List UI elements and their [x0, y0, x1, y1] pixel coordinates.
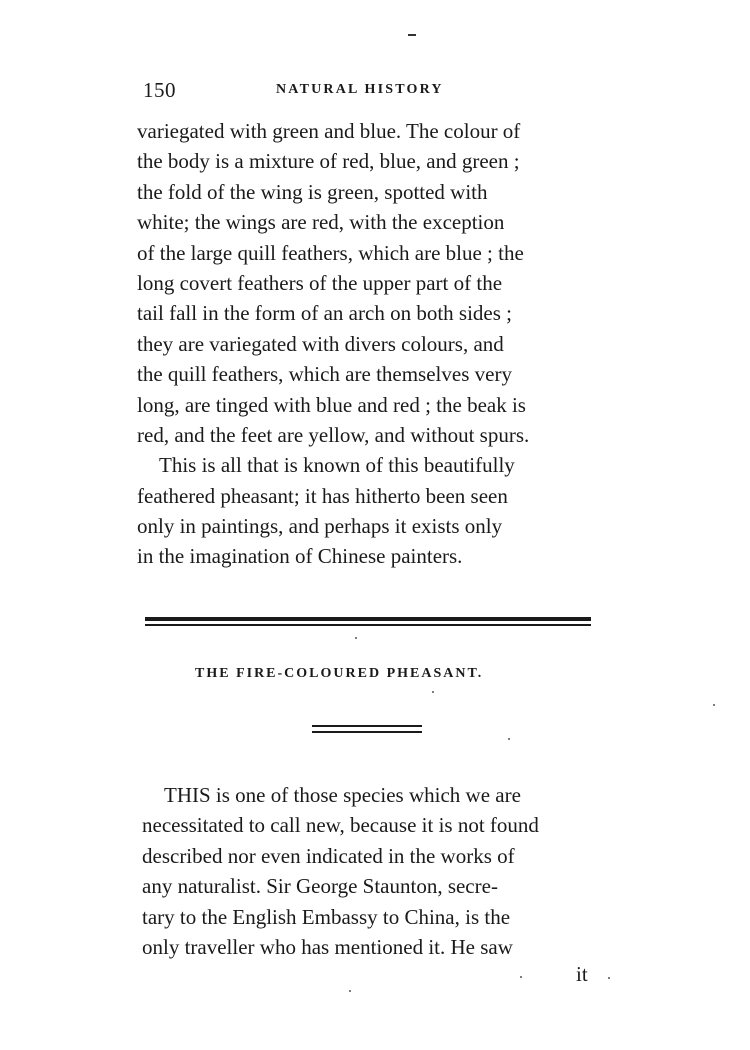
text-line: long covert feathers of the upper part of the [137, 270, 503, 295]
section-heading: THE FIRE-COLOURED PHEASANT. [195, 666, 484, 681]
section-divider-rule [145, 617, 591, 629]
ink-speck [349, 990, 351, 992]
paragraph-conclusion [137, 450, 599, 572]
text-line: described nor even indicated in the works of [142, 843, 515, 868]
text-line: only traveller who has mentioned it. He saw [142, 934, 513, 959]
text-line: This is all that is known of this beautifully [159, 453, 515, 478]
ink-speck [355, 637, 357, 639]
section-paragraph [142, 780, 594, 962]
paragraph-continued [137, 116, 599, 450]
text-line: tail fall in the form of an arch on both sides ; [137, 301, 512, 326]
text-line: tary to the English Embassy to China, is the [142, 904, 511, 929]
text-line: white; the wings are red, with the exception [137, 210, 505, 235]
ink-speck [713, 704, 715, 706]
text-line: necessitated to call new, because it is not found [142, 813, 539, 838]
divider-thin-bar [145, 624, 591, 626]
ink-speck [432, 691, 434, 693]
text-line: long, are tinged with blue and red ; the beak is [137, 392, 526, 417]
page-number: 150 [143, 78, 176, 102]
text-line: they are variegated with divers colours, and [137, 331, 504, 356]
header-mark [408, 34, 416, 36]
ink-speck [608, 977, 610, 979]
text-line: variegated with green and blue. The colour of [137, 119, 521, 143]
ink-speck [520, 976, 522, 978]
heading-underline-rule [312, 725, 422, 735]
text-line: the quill feathers, which are themselves very [137, 362, 512, 387]
text-line: THIS is one of those species which we are [164, 783, 521, 807]
ink-speck [508, 738, 510, 740]
text-line: of the large quill feathers, which are blue ; the [137, 240, 524, 265]
underline-bar-bottom [312, 731, 422, 733]
text-line: the body is a mixture of red, blue, and green ; [137, 149, 520, 174]
text-line: only in paintings, and perhaps it exists only [137, 514, 503, 539]
text-line: in the imagination of Chinese painters. [137, 544, 463, 569]
running-title: NATURAL HISTORY [276, 82, 444, 97]
running-head [143, 78, 603, 104]
text-line: red, and the feet are yellow, and without spurs. [137, 422, 530, 447]
underline-bar-top [312, 725, 422, 727]
catchword: it [576, 962, 588, 986]
text-line: any naturalist. Sir George Staunton, secre- [142, 874, 498, 899]
body-text [137, 116, 599, 572]
text-line: feathered pheasant; it has hitherto been seen [137, 483, 508, 508]
divider-thick-bar [145, 617, 591, 621]
text-line: the fold of the wing is green, spotted with [137, 179, 488, 204]
